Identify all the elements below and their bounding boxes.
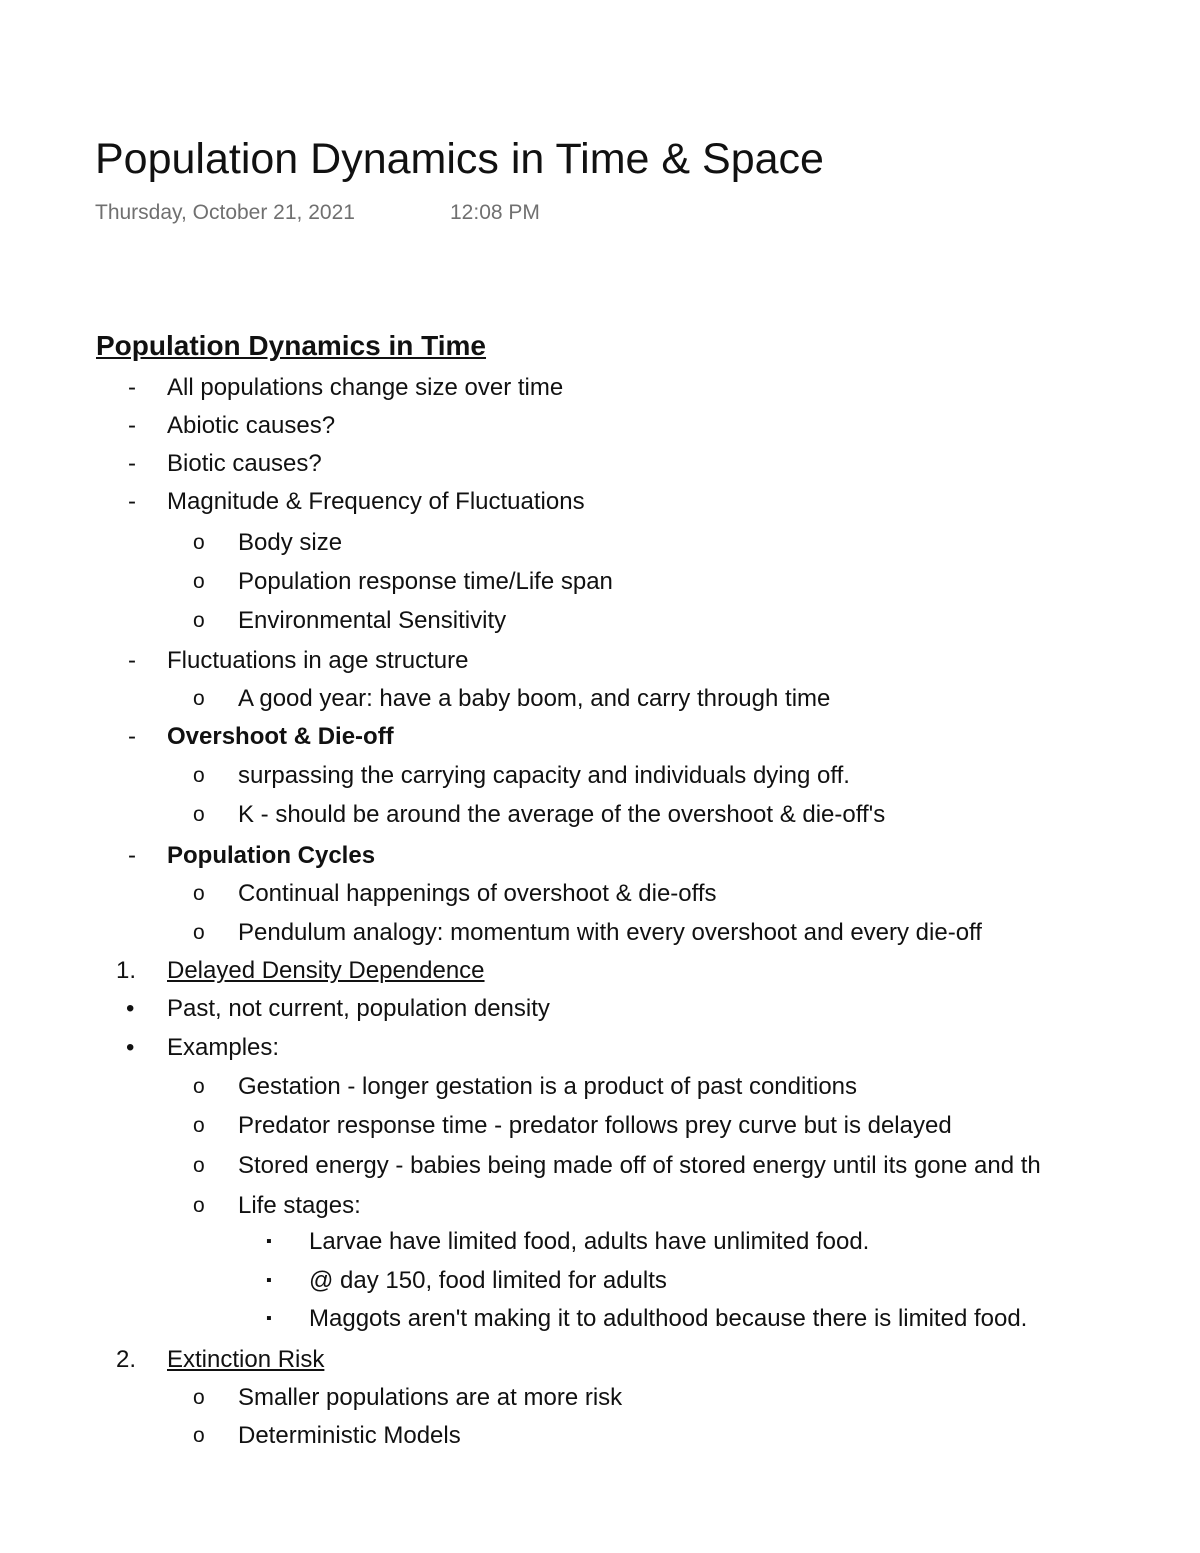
dash-bullet-icon: - — [128, 450, 136, 477]
list-item-text: Deterministic Models — [238, 1422, 461, 1449]
circle-bullet-icon: o — [193, 1424, 205, 1447]
dash-bullet-icon: - — [128, 723, 136, 750]
dot-bullet-icon: • — [126, 995, 135, 1022]
list-item-text: Larvae have limited food, adults have unlimited food. — [309, 1228, 870, 1255]
list-item-text: Magnitude & Frequency of Fluctuations — [167, 488, 585, 515]
circle-bullet-icon: o — [193, 1194, 205, 1217]
list-item-text: Population response time/Life span — [238, 568, 613, 595]
list-item-text: Abiotic causes? — [167, 412, 336, 439]
list-item-text: Smaller populations are at more risk — [238, 1384, 623, 1411]
list-item-text: Population Cycles — [167, 842, 376, 869]
list-item-text: Stored energy - babies being made off of stored energy until its gone and th — [238, 1152, 1041, 1179]
list-item-text: Pendulum analogy: momentum with every overshoot and every die-off — [238, 919, 982, 946]
circle-bullet-icon: o — [193, 1154, 205, 1177]
circle-bullet-icon: o — [193, 921, 205, 944]
square-bullet-icon: ▪ — [266, 1272, 272, 1289]
list-item-text: @ day 150, food limited for adults — [309, 1267, 667, 1294]
list-item-text: Gestation - longer gestation is a product of past conditions — [238, 1073, 858, 1100]
circle-bullet-icon: o — [193, 1075, 205, 1098]
dash-bullet-icon: - — [128, 374, 136, 401]
square-bullet-icon: ▪ — [266, 1310, 272, 1327]
list-item-text: K - should be around the average of the overshoot & die-off's — [238, 801, 886, 828]
list-item-text: Life stages: — [238, 1192, 361, 1219]
list-item-text: Environmental Sensitivity — [238, 607, 507, 634]
circle-bullet-icon: o — [193, 764, 205, 787]
list-item-text: Overshoot & Die-off — [167, 723, 394, 750]
circle-bullet-icon: o — [193, 882, 205, 905]
circle-bullet-icon: o — [193, 803, 205, 826]
list-item-text: Examples: — [167, 1034, 280, 1061]
list-item-text: Fluctuations in age structure — [167, 647, 469, 674]
dash-bullet-icon: - — [128, 488, 136, 515]
list-item-text: Delayed Density Dependence — [167, 957, 485, 984]
list-item-text: Maggots aren't making it to adulthood because there is limited food. — [309, 1305, 1028, 1332]
square-bullet-icon: ▪ — [266, 1233, 272, 1250]
circle-bullet-icon: o — [193, 609, 205, 632]
list-item-text: A good year: have a baby boom, and carry through time — [238, 685, 831, 712]
list-item-text: Body size — [238, 529, 343, 556]
list-number: 1. — [116, 957, 137, 984]
list-item-text: Past, not current, population density — [167, 995, 550, 1022]
dash-bullet-icon: - — [128, 647, 136, 674]
dash-bullet-icon: - — [128, 842, 136, 869]
circle-bullet-icon: o — [193, 570, 205, 593]
list-number: 2. — [116, 1346, 137, 1373]
list-item-text: surpassing the carrying capacity and individuals dying off. — [238, 762, 850, 789]
note-date: Thursday, October 21, 2021 — [95, 201, 355, 224]
circle-bullet-icon: o — [193, 687, 205, 710]
list-item-text: Predator response time - predator follows prey curve but is delayed — [238, 1112, 952, 1139]
dash-bullet-icon: - — [128, 412, 136, 439]
list-item-text: Continual happenings of overshoot & die-offs — [238, 880, 717, 907]
list-item-text: Extinction Risk — [167, 1346, 325, 1373]
circle-bullet-icon: o — [193, 1386, 205, 1409]
list-item-text: Biotic causes? — [167, 450, 322, 477]
list-item-text: All populations change size over time — [167, 374, 564, 401]
circle-bullet-icon: o — [193, 1114, 205, 1137]
page-title: Population Dynamics in Time & Space — [95, 135, 824, 183]
note-time: 12:08 PM — [450, 201, 540, 224]
dot-bullet-icon: • — [126, 1034, 135, 1061]
section-heading: Population Dynamics in Time — [96, 330, 487, 361]
circle-bullet-icon: o — [193, 531, 205, 554]
